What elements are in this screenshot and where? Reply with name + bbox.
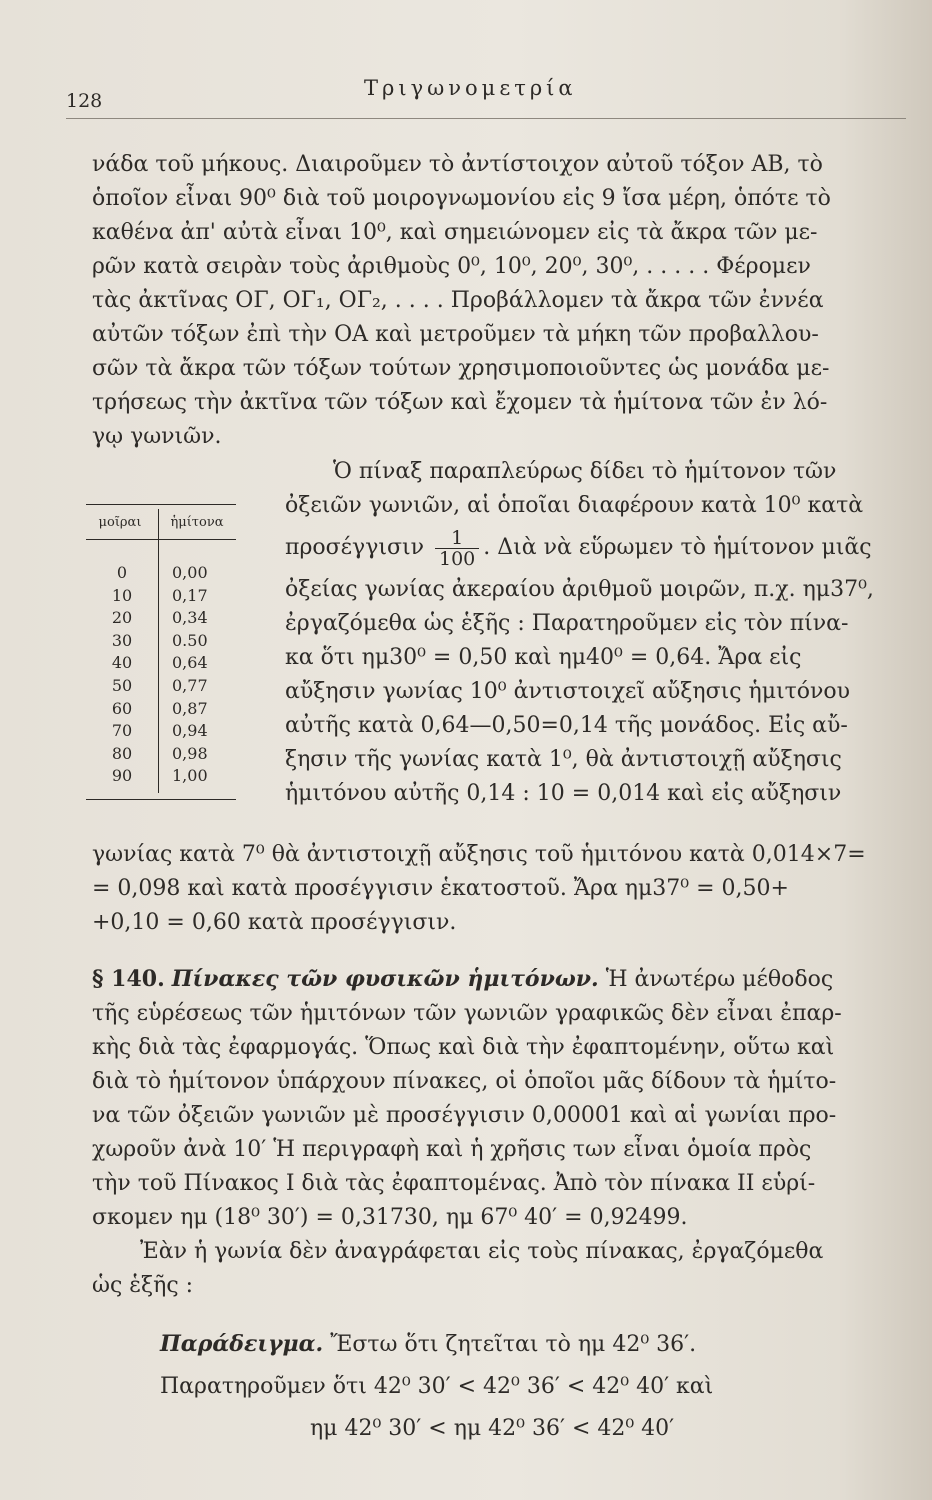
sine-table [86,504,236,800]
page-number: 128 [66,90,103,112]
degree-cell: 60 [111,698,133,718]
fraction: $\frac{1}{100}$ [435,528,479,569]
example [160,1327,713,1446]
sine-cell: 0,98 [172,743,208,763]
paragraph-3 [92,838,866,940]
text-line: +0,10 = 0,60 κατὰ προσέγγισιν. [92,910,457,935]
text-line: αὔξησιν γωνίας 10⁰ ἀντιστοιχεῖ αὔξησις ἡμιτόνου [285,679,851,704]
sine-cell: 0,34 [172,608,208,628]
sine-cell: 1,00 [172,766,208,786]
sine-cell: 0,17 [172,585,208,605]
section-title: Πίνακες τῶν φυσικῶν ἡμιτόνων. [171,966,599,992]
text-line: τρήσεως τὴν ἀκτῖνα τῶν τόξων καὶ ἔχομεν τὰ ἡμίτονα τῶν ἐν λό- [92,390,828,415]
section-number: § 140. [92,966,165,992]
table-row [86,766,236,789]
running-title: Τριγωνομετρία [364,76,577,100]
sine-cell: 0,00 [172,563,208,582]
text-line: αὐτῶν τόξων ἐπὶ τὴν ΟΑ καὶ μετροῦμεν τὰ μήκη τῶν προβαλλου- [92,322,819,347]
text-line: τὴν τοῦ Πίνακος Ι διὰ τὰς ἐφαπτομένας. Ἀπὸ τὸν πίνακα ΙΙ εὑρί- [92,1171,816,1196]
degree-cell: 0 [116,563,128,582]
table-row [86,608,236,631]
text-line: προσέγγισιν $\frac{1}{100}$ . Διὰ νὰ εὕρωμεν τὸ ἡμίτονον μιᾶς [285,526,872,570]
section-heading-line: § 140. Πίνακες τῶν φυσικῶν ἡμιτόνων. Ἡ ἀνωτέρω μέθοδος [92,966,834,992]
table-row [86,563,236,586]
degree-cell: 20 [111,608,133,628]
paragraph-1 [92,148,831,454]
sine-cell: 0.50 [172,630,208,650]
text-line: καθένα ἀπ' αὐτὰ εἶναι 10⁰, καὶ σημειώνομεν εἰς τὰ ἄκρα τῶν με- [92,220,818,245]
section-140 [92,962,842,1303]
text-line: ξησιν τῆς γωνίας κατὰ 1⁰, θὰ ἀντιστοιχῇ αὔξησις [285,747,842,772]
table-row [86,631,236,654]
text-line: χωροῦν ἀνὰ 10′ Ἡ περιγραφὴ καὶ ἡ χρῆσις των εἶναι ὁμοία πρὸς [92,1137,812,1162]
text-line: Ὁ πίναξ παραπλεύρως δίδει τὸ ἡμίτονον τῶν [333,459,837,484]
text-line: ὀξείας γωνίας ἀκεραίου ἀριθμοῦ μοιρῶν, π.χ. ημ37⁰, [285,577,874,602]
text-line: Παράδειγμα. Ἔστω ὅτι ζητεῖται τὸ ημ 42⁰ 36′. [160,1331,697,1357]
text-line: ὡς ἑξῆς : [92,1273,194,1298]
table-body [86,563,236,789]
table-row [86,586,236,609]
degree-cell: 80 [111,743,133,763]
text-line: = 0,098 καὶ κατὰ προσέγγισιν ἑκατοστοῦ. Ἄρα ημ37⁰ = 0,50+ [92,876,789,901]
table-row [86,721,236,744]
sine-cell: 0,64 [172,653,208,673]
table-row [86,676,236,699]
example-label: Παράδειγμα. [160,1331,324,1357]
text-line: ἡμιτόνου αὐτῆς 0,14 : 10 = 0,014 καὶ εἰς αὔξησιν [285,781,842,806]
text-line: ρῶν κατὰ σειρὰν τοὺς ἀριθμοὺς 0⁰, 10⁰, 20⁰, 30⁰, . . . . . Φέρομεν [92,254,811,279]
sine-cell: 0,94 [172,721,208,741]
text-line: ημ 42⁰ 30′ < ημ 42⁰ 36′ < 42⁰ 40′ [310,1416,675,1441]
text-line: τῆς εὑρέσεως τῶν ἡμιτόνων τῶν γωνιῶν γραφικῶς δὲν εἶναι ἐπαρ- [92,1001,842,1026]
table-row [86,744,236,767]
degree-cell: 10 [111,585,133,605]
degree-cell: 40 [111,653,133,673]
text-line: νάδα τοῦ μήκους. Διαιροῦμεν τὸ ἀντίστοιχον αὐτοῦ τόξον ΑΒ, τὸ [92,152,823,177]
text-line: να τῶν ὀξειῶν γωνιῶν μὲ προσέγγισιν 0,00001 καὶ αἱ γωνίαι προ- [92,1103,837,1128]
text-line: ἐργαζόμεθα ὡς ἑξῆς : Παρατηροῦμεν εἰς τὸν πίνα- [285,611,849,636]
text-line: αὐτῆς κατὰ 0,64—0,50=0,14 τῆς μονάδος. Εἰς αὔ- [285,713,848,738]
table-header-sines: ἡμίτονα [170,515,224,530]
text-line: Παρατηροῦμεν ὅτι 42⁰ 30′ < 42⁰ 36′ < 42⁰ 40′ καὶ [160,1374,714,1399]
text-line: Ἐὰν ἡ γωνία δὲν ἀναγράφεται εἰς τοὺς πίνακας, ἐργαζόμεθα [140,1239,824,1264]
table-row [86,653,236,676]
text-line: τὰς ἀκτῖνας ΟΓ, ΟΓ₁, ΟΓ₂, . . . . Προβάλλομεν τὰ ἄκρα τῶν ἐννέα [92,288,824,313]
degree-cell: 30 [111,630,133,650]
table-explanation [285,455,905,811]
text-line: διὰ τὸ ἡμίτονον ὑπάρχουν πίνακες, οἱ ὁποῖοι μᾶς δίδουν τὰ ἡμίτο- [92,1069,837,1094]
table-header-degrees: μοῖραι [98,515,142,530]
degree-cell: 90 [111,766,133,786]
text-line: ὀξειῶν γωνιῶν, αἱ ὁποῖαι διαφέρουν κατὰ 10⁰ κατὰ [285,493,864,518]
table-header-rule [86,539,236,540]
text-line: γωνίας κατὰ 7⁰ θὰ ἀντιστοιχῇ αὔξησις τοῦ ἡμιτόνου κατὰ 0,014×7= [92,842,866,867]
text-line: ὁποῖον εἶναι 90⁰ διὰ τοῦ μοιρογνωμονίου εἰς 9 ἴσα μέρη, ὁπότε τὸ [92,186,831,211]
text-line: κὴς διὰ τὰς ἐφαρμογάς. Ὅπως καὶ διὰ τὴν ἐφαπτομένην, οὕτω καὶ [92,1035,835,1060]
sine-cell: 0,77 [172,675,208,695]
degree-cell: 70 [111,721,133,741]
text-line: σκομεν ημ (18⁰ 30′) = 0,31730, ημ 67⁰ 40′ = 0,92499. [92,1205,688,1230]
text-line: κα ὅτι ημ30⁰ = 0,50 καὶ ημ40⁰ = 0,64. Ἄρα εἰς [285,645,802,670]
text-line: σῶν τὰ ἄκρα τῶν τόξων τούτων χρησιμοποιοῦντες ὡς μονάδα με- [92,356,830,381]
degree-cell: 50 [111,675,133,695]
page-header [66,72,906,119]
sine-cell: 0,87 [172,698,208,718]
text-line: γῳ γωνιῶν. [92,424,222,449]
table-row [86,699,236,722]
